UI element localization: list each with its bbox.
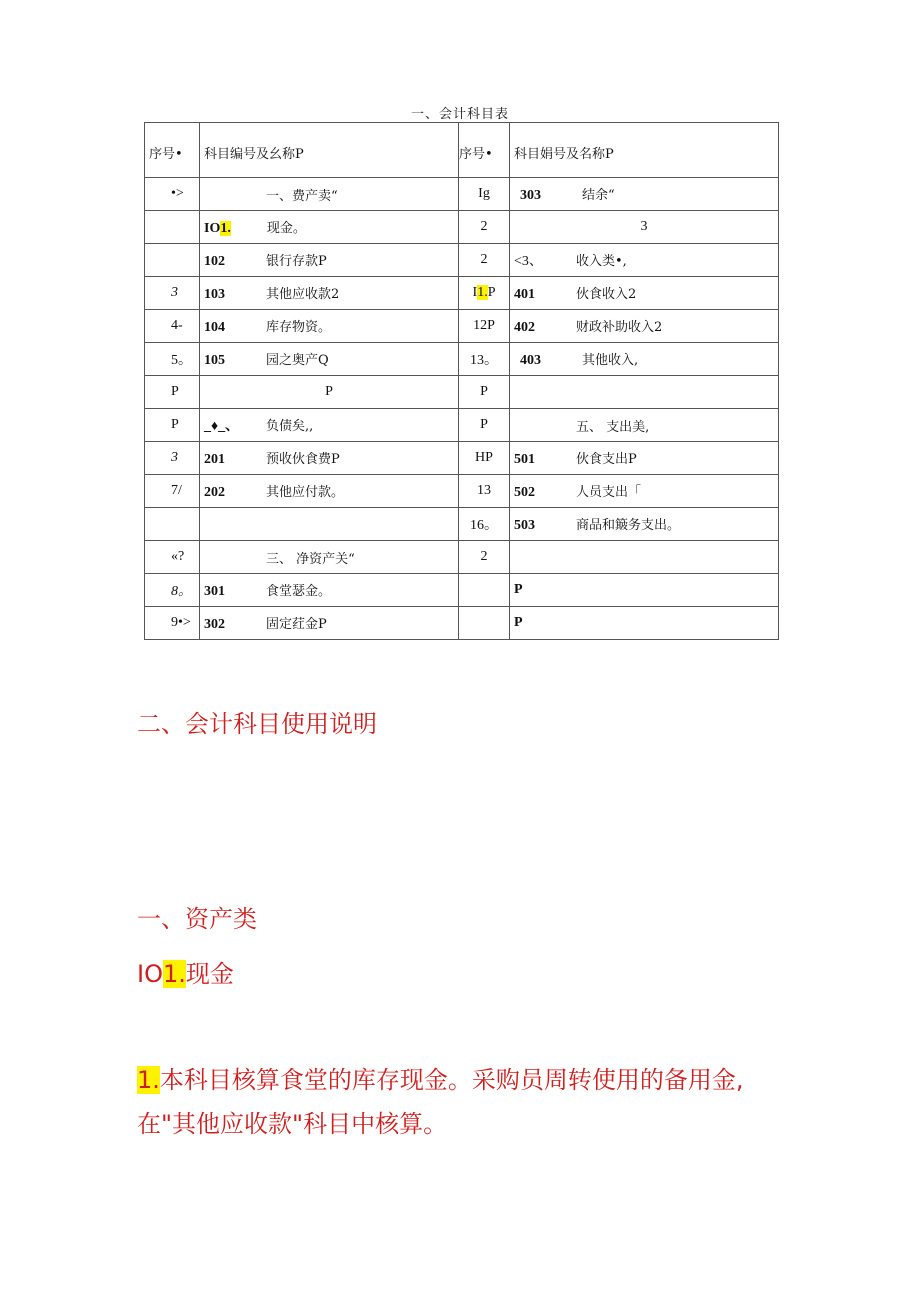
table-row bbox=[145, 244, 779, 277]
account-heading-highlight: 1. bbox=[162, 960, 186, 988]
cell-seq-right bbox=[459, 277, 510, 310]
cell-name-left: P bbox=[200, 376, 459, 409]
cell-name-right bbox=[510, 244, 779, 277]
cell-name-right bbox=[510, 310, 779, 343]
account-code-right: 503 bbox=[514, 518, 535, 533]
cell-seq-left: 5。 bbox=[145, 343, 200, 376]
section2-title: 二、会计科目使用说明 bbox=[137, 710, 377, 738]
account-name-right: 结余“ bbox=[582, 188, 615, 203]
account-code-right: 401 bbox=[514, 287, 535, 302]
account-heading bbox=[137, 954, 234, 989]
account-code-left-base: IO bbox=[204, 221, 221, 236]
account-name-left: 三、 净资产关“ bbox=[266, 551, 355, 567]
account-name-right: 人员支出「 bbox=[576, 485, 642, 500]
cell-seq-left bbox=[145, 508, 200, 541]
cell-name-left bbox=[200, 475, 459, 508]
cell-name-left bbox=[200, 277, 459, 310]
cell-name-left bbox=[200, 607, 459, 640]
account-name-right: 收入类•, bbox=[576, 254, 627, 269]
cell-seq-left: 9•> bbox=[145, 607, 200, 640]
account-name-left: 一、费产卖“ bbox=[266, 188, 338, 204]
account-code-right: <3、 bbox=[514, 254, 543, 269]
account-name-right: 财政补助收入2 bbox=[576, 320, 663, 335]
account-name-left: 库存物资。 bbox=[266, 320, 332, 335]
cell-seq-right: 2 bbox=[459, 541, 510, 574]
account-table bbox=[144, 122, 779, 640]
cell-seq-right: HP bbox=[459, 442, 510, 475]
table-header-row bbox=[145, 123, 779, 178]
cell-name-left bbox=[200, 211, 459, 244]
cell-seq-right: Ig bbox=[459, 178, 510, 211]
cell-name-left bbox=[200, 178, 459, 211]
table-row bbox=[145, 442, 779, 475]
account-code-right: 501 bbox=[514, 452, 535, 467]
cell-name-left bbox=[200, 574, 459, 607]
cell-seq-left bbox=[145, 244, 200, 277]
account-name-left: 其他应付款。 bbox=[266, 485, 345, 500]
account-code-left: 102 bbox=[204, 254, 225, 269]
account-name-right: 其他收入, bbox=[582, 353, 639, 368]
account-code-right: 402 bbox=[514, 320, 535, 335]
table-row bbox=[145, 409, 779, 442]
col-header-seq-left: 序号• bbox=[145, 123, 200, 178]
table-title: 一、会计科目表 bbox=[410, 107, 509, 122]
cell-name-right bbox=[510, 442, 779, 475]
cell-name-left bbox=[200, 442, 459, 475]
account-code-left: 103 bbox=[204, 287, 225, 302]
cell-seq-right: 12P bbox=[459, 310, 510, 343]
cell-name-left bbox=[200, 409, 459, 442]
seq-right-a: I bbox=[472, 285, 478, 300]
cell-name-left bbox=[200, 508, 459, 541]
cell-name-left bbox=[200, 541, 459, 574]
table-row bbox=[145, 211, 779, 244]
cell-seq-left: 4- bbox=[145, 310, 200, 343]
account-name-left: 食堂瑟金。 bbox=[266, 584, 332, 599]
account-code-right: 303 bbox=[520, 188, 541, 203]
account-name-right: 商品和簸务支出。 bbox=[576, 518, 681, 533]
cell-seq-right: 16。 bbox=[459, 508, 510, 541]
cell-seq-left: «? bbox=[145, 541, 200, 574]
cell-seq-right: P bbox=[459, 409, 510, 442]
table-row bbox=[145, 541, 779, 574]
paragraph-number: 1. bbox=[137, 1066, 160, 1094]
cell-name-right bbox=[510, 508, 779, 541]
account-name-left: 固定荭金P bbox=[266, 617, 327, 632]
paragraph-1 bbox=[137, 1058, 797, 1146]
table-row bbox=[145, 310, 779, 343]
account-heading-suffix: 现金 bbox=[185, 960, 234, 988]
account-code-right: 502 bbox=[514, 485, 535, 500]
cell-name-right bbox=[510, 277, 779, 310]
table-row bbox=[145, 574, 779, 607]
cell-name-right: 3 bbox=[510, 211, 779, 244]
paragraph-text: 本科目核算食堂的库存现金。采购员周转使用的备用金,在"其他应收款"科目中核算。 bbox=[137, 1066, 744, 1138]
account-code-right: P bbox=[514, 582, 523, 597]
cell-seq-left: 3 bbox=[145, 442, 200, 475]
account-code-right: 403 bbox=[520, 353, 541, 368]
table-row bbox=[145, 178, 779, 211]
col-header-name-right: 科目娟号及名称P bbox=[510, 123, 779, 178]
cell-name-right bbox=[510, 607, 779, 640]
cell-name-left bbox=[200, 244, 459, 277]
account-code-left: _♦_、 bbox=[204, 419, 240, 434]
cell-name-right bbox=[510, 376, 779, 409]
cell-seq-right: 2 bbox=[459, 244, 510, 277]
cell-seq-left: P bbox=[145, 409, 200, 442]
table-row bbox=[145, 475, 779, 508]
cell-seq-left: 3 bbox=[145, 277, 200, 310]
account-code-left: 105 bbox=[204, 353, 225, 368]
account-code-left: 201 bbox=[204, 452, 225, 467]
cell-seq-left: P bbox=[145, 376, 200, 409]
cell-seq-right bbox=[459, 574, 510, 607]
account-name-left: 预收伙食费P bbox=[266, 452, 340, 467]
seq-right-highlight: 1. bbox=[477, 285, 488, 300]
cell-name-right bbox=[510, 409, 779, 442]
cell-name-left bbox=[200, 310, 459, 343]
table-row bbox=[145, 508, 779, 541]
account-name-right: 五、 支出美, bbox=[576, 419, 650, 435]
cell-seq-right: 13 bbox=[459, 475, 510, 508]
cell-name-right bbox=[510, 475, 779, 508]
account-name-left: 银行存款P bbox=[266, 254, 327, 269]
col-header-seq-right: 序号• bbox=[459, 123, 510, 178]
cell-seq-right: 13。 bbox=[459, 343, 510, 376]
table-row bbox=[145, 343, 779, 376]
table-row bbox=[145, 376, 779, 409]
cell-name-left bbox=[200, 343, 459, 376]
col-header-name-left: 科目编号及幺称P bbox=[200, 123, 459, 178]
cell-seq-left: 7/ bbox=[145, 475, 200, 508]
cell-seq-left: 8。 bbox=[145, 574, 200, 607]
table-row bbox=[145, 607, 779, 640]
account-name-left: 现金。 bbox=[266, 221, 306, 236]
cell-seq-left bbox=[145, 211, 200, 244]
account-code-left-highlight: 1. bbox=[220, 221, 231, 236]
account-code-right: P bbox=[514, 615, 523, 630]
account-name-right: 伙食支出P bbox=[576, 452, 637, 467]
account-name-right: 伙食收入2 bbox=[576, 287, 637, 302]
cell-name-right bbox=[510, 343, 779, 376]
account-code-left: 104 bbox=[204, 320, 225, 335]
account-code-left: 302 bbox=[204, 617, 225, 632]
table-row bbox=[145, 277, 779, 310]
account-code-left: 301 bbox=[204, 584, 225, 599]
cell-seq-left: •> bbox=[145, 178, 200, 211]
cell-name-right bbox=[510, 178, 779, 211]
account-heading-prefix: IO bbox=[137, 960, 163, 988]
seq-right-b: P bbox=[487, 285, 496, 300]
account-code-left: 202 bbox=[204, 485, 225, 500]
cell-seq-right bbox=[459, 607, 510, 640]
account-name-left: 园之奥产Q bbox=[266, 353, 329, 368]
cell-name-right bbox=[510, 541, 779, 574]
cell-seq-right: 2 bbox=[459, 211, 510, 244]
account-name-left: 负债矣,, bbox=[266, 419, 314, 434]
cell-seq-right: P bbox=[459, 376, 510, 409]
table-body bbox=[145, 178, 779, 640]
subsection-title: 一、资产类 bbox=[137, 905, 257, 933]
cell-name-right bbox=[510, 574, 779, 607]
account-name-left: 其他应收款2 bbox=[266, 287, 340, 302]
account-code-left bbox=[204, 221, 231, 237]
